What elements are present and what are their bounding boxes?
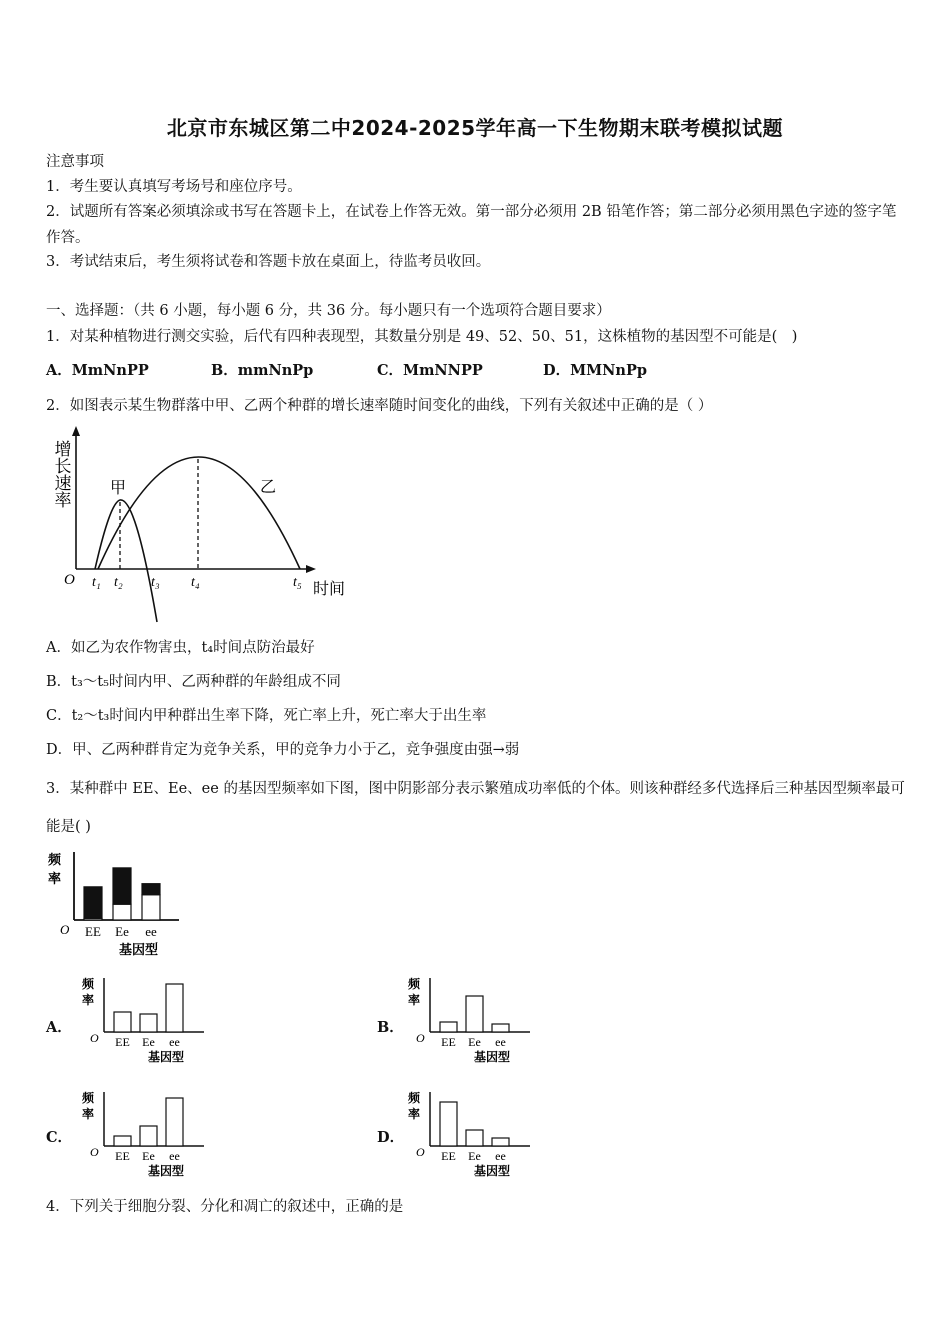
q1-stem: 1．对某种植物进行测交实验，后代有四种表现型，其数量分别是 49、52、50、51，这株植物的基因型不可能是( ) [46,329,798,345]
q1-option-c: C．MmNNPP [377,362,483,379]
bar-ee [166,984,183,1032]
section-heading: 一、选择题：（共 6 小题，每小题 6 分，共 36 分。每小题只有一个选项符合题目要求） [46,303,611,319]
q2-option-a: A．如乙为农作物害虫，t₄时间点防治最好 [46,640,315,656]
q2-growth-rate-figure [40,422,360,632]
tick-ee: ee [169,1035,180,1049]
origin-label: O [90,1031,99,1045]
tick-t3: t₃ [151,575,160,590]
tick-ee: ee [169,1149,180,1163]
tick-EE: EE [441,1035,456,1049]
y-label-char-2: 率 [408,1107,421,1121]
tick-t1: t₁ [92,575,101,590]
x-axis-label: 基因型 [148,1164,185,1178]
notice-item-3: 3．考试结束后，考生须将试卷和答题卡放在桌面上，待监考员收回。 [46,254,491,270]
y-label-char-2: 率 [48,871,62,886]
tick-ee: ee [495,1149,506,1163]
q1-option-b: B．mmNnPp [211,362,314,379]
tick-EE: EE [441,1149,456,1163]
q2-option-b: B．t₃～t₅时间内甲、乙两种群的年龄组成不同 [46,674,341,690]
tick-ee: ee [145,924,157,939]
q4-stem: 4．下列关于细胞分裂、分化和凋亡的叙述中，正确的是 [46,1199,404,1215]
y-label-char-1: 频 [48,852,62,867]
q3-option-a-label: A． [46,1019,72,1036]
y-axis-arrow [72,426,80,436]
y-label-char-2: 率 [82,1107,95,1121]
y-label-char-1: 频 [408,1091,421,1105]
bar-ee-shaded [142,884,160,895]
q3-option-c-chart [78,1090,208,1180]
q2-option-c: C．t₂～t₃时间内甲种群出生率下降，死亡率上升，死亡率大于出生率 [46,708,487,724]
bar-Ee [466,1130,483,1146]
bar-EE [440,1102,457,1146]
curve-yi-label: 乙 [260,479,277,496]
tick-Ee: Ee [468,1149,481,1163]
x-axis-label: 基因型 [148,1050,185,1064]
q3-main-bar-chart [44,850,194,962]
y-label-char-2: 率 [82,993,95,1007]
curve-jia-label: 甲 [110,480,127,497]
tick-t5: t₅ [293,575,302,590]
origin-label: O [416,1145,425,1159]
q1-option-a: A．MmNnPP [46,362,149,379]
x-axis-label: 基因型 [119,942,159,957]
bar-Ee [140,1126,157,1146]
q3-stem: 3．某种群中 EE、Ee、ee 的基因型频率如下图，图中阴影部分表示繁殖成功率低的个体。则该种群经多代选择后三种基因型频率最可能是( ) [46,781,905,835]
bar-Ee-successful [113,904,131,920]
bar-Ee-shaded [113,868,131,904]
q3-option-c-label: C． [46,1129,73,1146]
curve-jia [95,500,157,622]
tick-Ee: Ee [142,1035,155,1049]
notice-heading: 注意事项 [46,154,104,170]
q3-option-d-chart [404,1090,534,1180]
q2-option-d: D．甲、乙两种群肯定为竞争关系，甲的竞争力小于乙，竞争强度由强→弱 [46,742,520,758]
q3-option-b-label: B． [377,1019,404,1036]
bar-EE [114,1136,131,1146]
notice-item-1: 1．考生要认真填写考场号和座位序号。 [46,179,302,195]
origin-label: O [64,572,75,588]
origin-label: O [60,922,70,937]
tick-t2: t₂ [114,575,123,590]
tick-Ee: Ee [468,1035,481,1049]
q2-stem: 2．如图表示某生物群落中甲、乙两个种群的增长速率随时间变化的曲线，下列有关叙述中正确的是（ ） [46,398,713,414]
page-title: 北京市东城区第二中2024-2025学年高一下生物期末联考模拟试题 [166,116,784,140]
bar-ee [492,1138,509,1146]
tick-EE: EE [115,1035,130,1049]
tick-Ee: Ee [142,1149,155,1163]
curve-yi [98,457,300,569]
x-axis-label: 时间 [313,581,346,598]
origin-label: O [416,1031,425,1045]
y-axis-label: 增长速率 [51,440,71,508]
q3-option-d-label: D． [377,1129,405,1146]
bar-ee-successful [142,895,160,920]
bar-Ee [466,996,483,1032]
q3-option-a-chart [78,976,208,1066]
bar-ee [492,1024,509,1032]
bar-ee [166,1098,183,1146]
q1-option-d: D．MMNnPp [543,362,648,379]
tick-ee: ee [495,1035,506,1049]
x-axis-label: 基因型 [474,1164,511,1178]
bar-Ee [140,1014,157,1032]
y-label-char-1: 频 [408,977,421,991]
q3-option-b-chart [404,976,534,1066]
tick-EE: EE [115,1149,130,1163]
x-axis-label: 基因型 [474,1050,511,1064]
tick-Ee: Ee [115,924,129,939]
y-label-char-1: 频 [82,977,95,991]
bar-EE [114,1012,131,1032]
x-axis-arrow [306,565,316,573]
y-label-char-2: 率 [408,993,421,1007]
notice-item-2: 2．试题所有答案必须填涂或书写在答题卡上，在试卷上作答无效。第一部分必须用 2B 铅笔作答；第二部分必须用黑色字迹的签字笔作答。 [46,204,897,246]
y-label-char-1: 频 [82,1091,95,1105]
tick-EE: EE [85,924,101,939]
bar-EE [440,1022,457,1032]
tick-t4: t₄ [191,575,200,590]
bar-EE-shaded [84,887,102,919]
origin-label: O [90,1145,99,1159]
